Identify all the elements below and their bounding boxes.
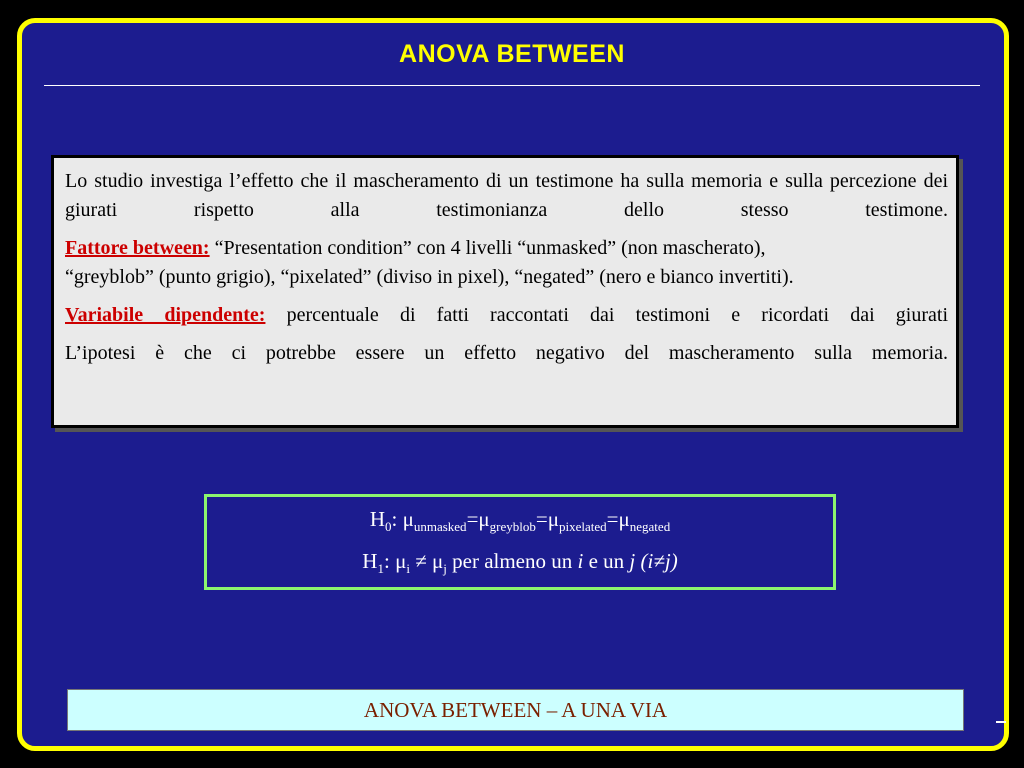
- mu-symbol: μ: [395, 549, 407, 573]
- equals-sign: =: [606, 507, 619, 531]
- sub-negated: negated: [629, 519, 671, 535]
- dependent-paragraph: [65, 301, 948, 330]
- mu-symbol: μ: [478, 507, 490, 531]
- mu-symbol: μ: [618, 507, 630, 531]
- sub-greyblob: greyblob: [489, 519, 536, 535]
- hypotheses-box: [204, 494, 836, 590]
- factor-paragraph: [65, 234, 948, 292]
- title-divider: [44, 85, 980, 86]
- alternative-hypothesis: [207, 549, 833, 577]
- description-box: [51, 155, 959, 428]
- null-hypothesis: [207, 507, 833, 535]
- slide-title: ANOVA BETWEEN: [399, 40, 625, 68]
- sub-i: i: [406, 561, 410, 577]
- mu-symbol: μ: [402, 507, 414, 531]
- mu-symbol: μ: [547, 507, 559, 531]
- sub-pixelated: pixelated: [559, 519, 607, 535]
- hypothesis-paragraph: L’ipotesi è che ci potrebbe essere un effetto negativo del mascheramento sulla memoria.: [65, 342, 948, 364]
- intro-paragraph: Lo studio investiga l’effetto che il mascheramento di un testimone ha sulla memoria e sulla percezione dei giurati rispetto alla testimonianza dello stesso testimone.: [65, 170, 948, 221]
- not-equal-sign: ≠: [409, 549, 432, 573]
- h1-text: per almeno un: [446, 549, 578, 573]
- h0-index: 0: [384, 519, 392, 535]
- h1-colon: :: [383, 549, 396, 573]
- decorative-tick: [996, 721, 1006, 723]
- footer-banner: ANOVA BETWEEN – A UNA VIA: [67, 689, 964, 731]
- h1-index: 1: [377, 561, 384, 577]
- dependent-text: percentuale di fatti raccontati dai testimoni e ricordati dai giurati: [265, 304, 948, 326]
- sub-j: j: [443, 561, 447, 577]
- factor-line-1: “Presentation condition” con 4 livelli “unmasked” (non mascherato),: [209, 237, 766, 259]
- factor-label: Fattore between:: [65, 237, 210, 259]
- equals-sign: =: [466, 507, 479, 531]
- dependent-label: Variabile dipendente:: [65, 304, 266, 326]
- mu-symbol: μ: [431, 549, 444, 573]
- h0-symbol: H: [369, 507, 385, 531]
- h0-colon: :: [391, 507, 403, 531]
- h1-j: j (i≠j): [629, 549, 678, 573]
- h1-i: i: [577, 549, 584, 573]
- h1-e-un: e un: [583, 549, 630, 573]
- equals-sign: =: [535, 507, 548, 531]
- factor-line-2: “greyblob” (punto grigio), “pixelated” (diviso in pixel), “negated” (nero e bianco invertiti).: [65, 266, 794, 288]
- sub-unmasked: unmasked: [413, 519, 467, 535]
- h1-symbol: H: [362, 549, 378, 573]
